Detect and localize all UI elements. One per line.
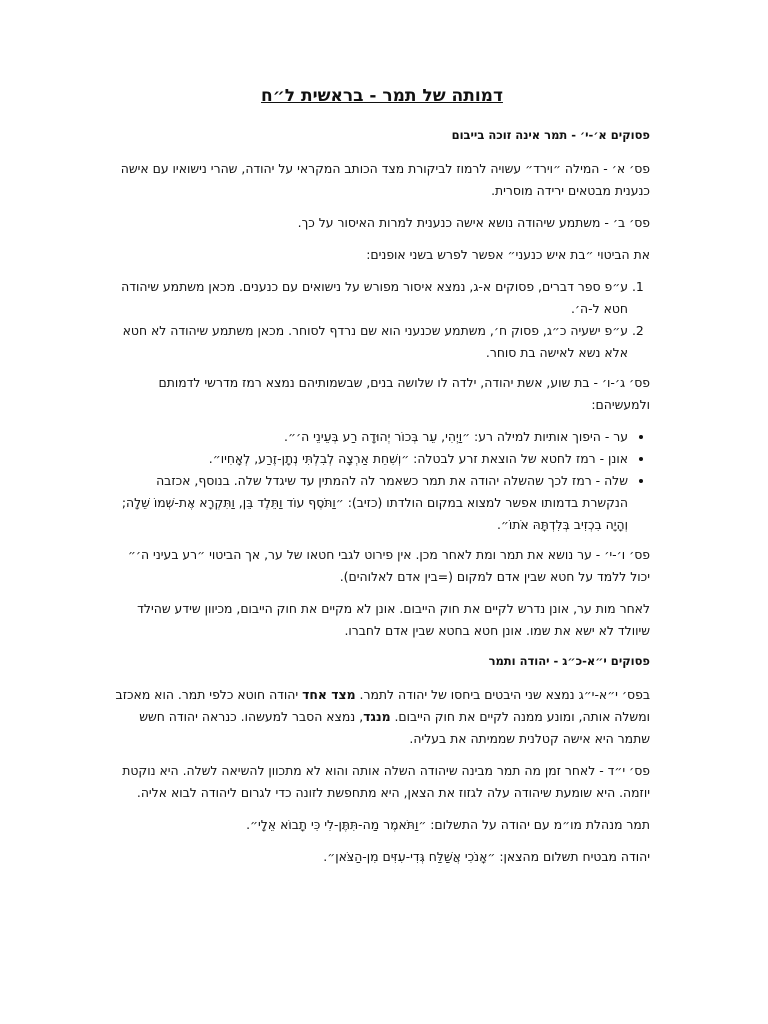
list-item: 2. ע״פ ישעיה כ״ג, פסוק ח׳, משתמע שכנעני הוא שם נרדף לסוחר. מכאן משתמע שיהודה לא חטא אלא נשא לאישה בת סוחר. bbox=[114, 320, 628, 364]
text-run: , נמצא הסבר למעשהו. כנראה יהודה חשש שתמר היא אישה קטלנית שממיתה את בעליה. bbox=[139, 709, 650, 746]
paragraph: פס׳ י״ד - לאחר זמן מה תמר מבינה שיהודה השלה אותה והוא לא מתכוון להשיאה לשלה. היא נוקטת יוזמה. היא שומעת שיהודה עלה לגזוז את הצאן, היא מתחפשת לזונה כדי לגרום ליהודה לבוא אליה. bbox=[122, 763, 650, 800]
numbered-list bbox=[114, 276, 650, 364]
paragraph: יהודה מבטיח תשלום מהצאן: ״אָנֹכִי אֲשַׁלַּח גְּדִי-עִזִּים מִן-הַצֹּאן״. bbox=[323, 849, 650, 864]
paragraph: פס׳ ב׳ - משתמע שיהודה נושא אישה כנענית למרות האיסור על כך. bbox=[297, 215, 650, 230]
list-item: 1. ע״פ ספר דברים, פסוקים א-ג, נמצא איסור מפורש על נישואים עם כנענים. מכאן משתמע שיהודה חטא ל-ה׳. bbox=[114, 276, 628, 320]
text-run: יהודה חוטא כלפי תמר. הוא מאכזב ומשלה אותה, ומונע ממנה לקיים את חוק הייבום. bbox=[115, 687, 650, 724]
paragraph: לאחר מות ער, אונן נדרש לקיים את חוק הייבום. אונן לא מקיים את חוק הייבום, מכיוון שידע שהילד שיוולד לא ישא את שמו. אונן חטא בחטא שבין אדם לחברו. bbox=[137, 601, 650, 638]
paragraph: את הביטוי ״בת איש כנעני״ אפשר לפרש בשני אופנים: bbox=[366, 247, 650, 262]
text-run: בפס׳ י״א-י״ג נמצא שני היבטים ביחסו של יהודה לתמר. bbox=[355, 687, 650, 702]
bullet-list bbox=[114, 426, 650, 536]
bold-phrase: מנגד bbox=[363, 709, 391, 724]
list-item: • אונן - רמז לחטא של הוצאת זרע לבטלה: ״וְשִׁחֵת אַרְצָה לְבִלְתִּי נְתָן-זֶרַע, לְאָחִיו״. bbox=[114, 448, 628, 470]
paragraph: פס׳ ג׳-ו׳ - בת שוע, אשת יהודה, ילדה לו שלושה בנים, שבשמותיהם נמצא רמז מדרשי לדמותם ולמעשיהם: bbox=[158, 375, 650, 412]
page-title: דמותה של תמר - בראשית ל״ח bbox=[261, 86, 503, 106]
paragraph: תמר מנהלת מו״מ עם יהודה על התשלום: ״וַתֹּאמֶר מַה-תִּתֶּן-לִי כִּי תָבוֹא אֵלָי״. bbox=[246, 817, 650, 832]
list-item: • ער - היפוך אותיות למילה רע: ״וַיְהִי, עֵר בְּכוֹר יְהוּדָה רַע בְּעֵינֵי ה׳״. bbox=[114, 426, 628, 448]
paragraph bbox=[114, 684, 650, 750]
paragraph: פס׳ ו׳-י׳ - ער נושא את תמר ומת לאחר מכן. אין פירוט לגבי חטאו של ער, אך הביטוי ״רע בעיני ה׳״ יכול ללמד על חטא שבין אדם למקום (=בין אדם לאלוהים). bbox=[127, 547, 650, 584]
bold-phrase: מצד אחד bbox=[302, 687, 356, 702]
section-heading-1: פסוקים א׳-י׳ - תמר אינה זוכה בייבום bbox=[451, 128, 650, 142]
paragraph: פס׳ א׳ - המילה ״וירד״ עשויה לרמוז לביקורת מצד הכותב המקראי על יהודה, שהרי נישואיו עם אישה כנענית מבטאים ירידה מוסרית. bbox=[120, 161, 650, 198]
section-heading-2: פסוקים י״א-כ״ג - יהודה ותמר bbox=[488, 654, 650, 668]
list-item: • שלה - רמז לכך שהשלה יהודה את תמר כשאמר לה להמתין עד שיגדל שלה. בנוסף, אכזבה הנקשרת בדמותו אפשר למצוא במקום הולדתו (כזיב): ״וַתֹּסֶף עוֹד וַתֵּלֶד בֵּן, וַתִּקְרָא אֶת-שְׁמוֹ שֵׁלָה; וְהָיָה בִכְזִיב בְּלִדְתָּהּ אֹתוֹ״. bbox=[114, 470, 628, 536]
